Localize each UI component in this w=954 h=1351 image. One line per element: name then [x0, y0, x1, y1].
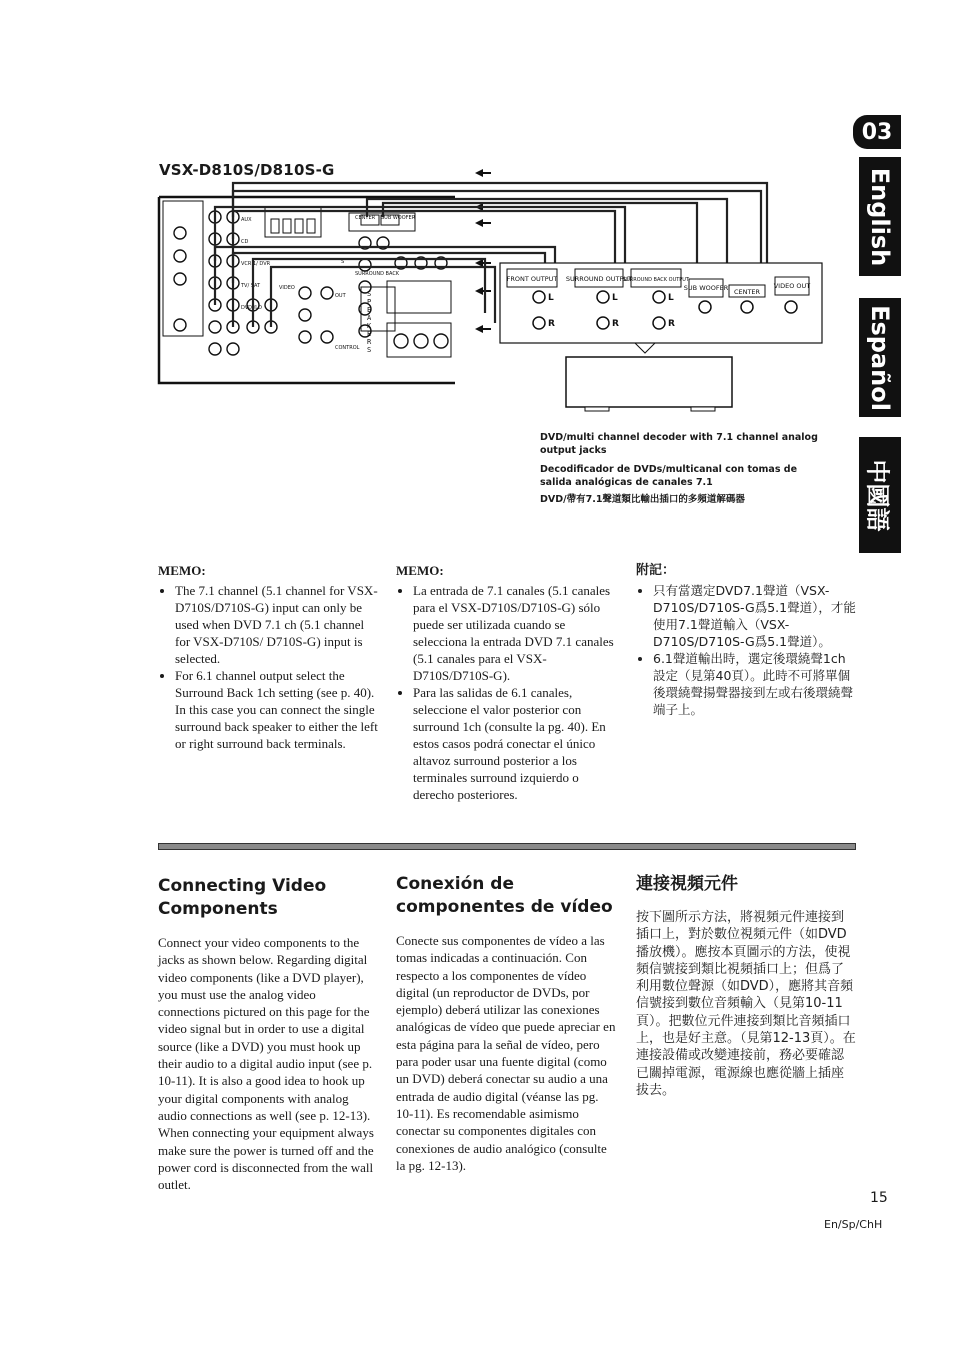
tab-english [859, 157, 901, 276]
memo-item: • 6.1聲道輸出時，選定後環繞聲1ch設定（見第40頁）。此時不可將單個後環繞聲揚聲器接到左或右後環繞聲端子上。 [653, 650, 858, 718]
section-body: 按下圖所示方法，將視頻元件連接到插口上，對於數位視頻元件（如DVD播放機）。應按本頁圖示的方法，使視頻信號接到類比視頻插口上；但爲了利用數位聲源（如DVD），應將其音頻信號接到數位音頻輸入（見第10-11頁）。把數位元件連接到類比音頻插口上，也是好主意。（見第12-13頁）。在連接設備或改變連接前，務必要確認已關掉電源，電源線也應從牆上插座拔去。 [636, 910, 856, 1098]
section-title: 連接視頻元件 [636, 874, 738, 894]
speakers-letter: R [367, 338, 372, 346]
caption-chinese: DVD/帶有7.1聲道類比輸出插口的多頻道解碼器 [540, 494, 745, 505]
tab-espanol [859, 298, 901, 417]
arrow-icon [475, 219, 491, 227]
decoder-foot [585, 407, 609, 411]
arrow-icon [475, 325, 491, 333]
section-title: Connecting Video Components [158, 876, 327, 919]
caption-spanish: Decodificador de DVDs/multicanal con tomas de salida analógicas de canales 7.1 [540, 464, 798, 488]
section-body: Conecte sus componentes de vídeo a las tomas indicadas a continuación. Con respecto a los componentes de vídeo digital (un reproductor de DVDs, por ejemplo) deberá utilizar las conexiones analógicas de vídeo que puede apreciar en esta página para la señal de vídeo, pero para poder usar una fuente digital (como un DVD) deberá conectar su audio a una entrada de audio digital (véanse las pg. 10-11). Es recomendable asimismo conectar su componentes digitales con conexiones de audio analógico (consulte la pg. 12-13). [396, 933, 616, 1173]
subwoofer-output-label: SUB WOOFER [683, 284, 729, 292]
surround-back-r-label: R [668, 319, 675, 329]
model-title: VSX-D810S/D810S-G [159, 161, 335, 179]
memo-item: • Para las salidas de 6.1 canales, seleccione el valor posterior con surround 1ch (consulte la pg. 40). En estos casos podrá conectar el único altavoz surround posterior a los terminales surround izquierdo o derecho posteriores. [413, 684, 618, 803]
connection-diagram [155, 163, 835, 423]
surround-back-output-label: SURROUND BACK OUTPUT [622, 277, 690, 283]
section-english [158, 875, 380, 1193]
memo-item: • For 6.1 channel output select the Surround Back 1ch setting (see p. 40). In this case you can connect the single surround back speaker to either the left or right surround back terminals. [175, 667, 380, 752]
chapter-number-tab: 03 [853, 115, 901, 149]
language-code: En/Sp/ChH [824, 1218, 883, 1231]
section-body: Connect your video components to the jacks as shown below. Regarding digital video components (like a DVD player), you must use the analog video connections pictured on this page for the video signal but in order to use a digital source (like a DVD) you must hook up their audio to a digital audio input (see p. 10-11). It is also a good idea to hook up your digital components with analog audio connections as well (see p. 12-13). When connecting your equipment always make sure the power is turned off and the power cord is disconnected from the wall outlet. [158, 935, 374, 1193]
speakers-letter: E [367, 330, 372, 338]
surround-l-label: L [612, 293, 618, 303]
tab-english-label: English [866, 167, 895, 266]
memo-title: MEMO: [396, 563, 444, 578]
receiver-label-dvd-ld: DVD /LD [241, 305, 262, 311]
receiver-label-subwoofer: SUB WOOFER [381, 215, 416, 221]
tab-chinese-label: 中國語 [863, 459, 892, 531]
front-l-label: L [548, 293, 554, 303]
receiver-label-vcr1: VCR 1/ DVR [241, 261, 271, 267]
speakers-letter: P [367, 298, 372, 306]
decoder-device-body [566, 357, 732, 407]
surround-output-label: SURROUND OUTPUT [565, 275, 633, 283]
memo-chinese [636, 562, 858, 718]
section-title: Conexión de componentes de vídeo [396, 874, 613, 917]
decoder-foot [691, 407, 715, 411]
receiver-label-out: OUT [335, 293, 346, 299]
memo-english [158, 562, 380, 752]
speakers-letter: S [367, 346, 372, 354]
arrow-icon [475, 287, 491, 295]
receiver-label-surround-back: SURROUND BACK [355, 271, 400, 277]
speakers-letter: A [367, 314, 372, 322]
digital-input-block [163, 201, 203, 336]
speakers-letter: S [367, 290, 372, 298]
receiver-label-cd: CD [241, 239, 249, 245]
speakers-vertical-label [367, 290, 372, 354]
surround-r-label: R [612, 319, 619, 329]
receiver-label-aux: AUX [241, 217, 252, 223]
receiver-label-video: VIDEO [279, 285, 295, 291]
tab-espanol-label: Español [866, 304, 895, 411]
front-r-label: R [548, 319, 555, 329]
memo-item: • 只有當選定DVD7.1聲道（VSX-D710S/D710S-G爲5.1聲道），才能使用7.1聲道輸入（VSX-D710S/D710S-G爲5.1聲道）。 [653, 582, 858, 650]
page-number: 15 [870, 1190, 888, 1206]
memo-item: • The 7.1 channel (5.1 channel for VSX-D710S/D710S-G) input can only be used when DVD 7.1 ch (5.1 channel for VSX-D710S/ D710S-G) input is selected. [175, 582, 380, 667]
section-chinese [636, 873, 856, 1099]
memo-spanish [396, 562, 618, 803]
memo-title: 附記： [636, 563, 676, 578]
memo-item: • La entrada de 7.1 canales (5.1 canales para el VSX-D710S/D710S-G) sólo puede ser utilizada cuando se selecciona la entrada DVD 7.1 canales (5.1 canales para el VSX-D710S/D710S-G). [413, 582, 618, 684]
signal-direction-arrows [475, 169, 491, 333]
speakers-letter: E [367, 306, 372, 314]
memo-title: MEMO: [158, 563, 206, 578]
receiver-label-control: CONTROL [335, 345, 360, 351]
tab-chinese [859, 437, 901, 553]
surround-back-l-label: L [668, 293, 674, 303]
center-output-label: CENTER [733, 288, 761, 296]
front-output-label: FRONT OUTPUT [506, 275, 558, 283]
section-divider [158, 843, 856, 850]
section-spanish [396, 873, 618, 1174]
arrow-icon [475, 259, 491, 267]
receiver-label-tv-sat: TV/ SAT [241, 283, 261, 289]
receiver-label-s: S [341, 259, 345, 265]
receiver-label-center: CENTER [355, 215, 376, 221]
arrow-icon [475, 169, 491, 177]
decoder-callout [635, 343, 655, 353]
video-out-label: VIDEO OUT [773, 282, 811, 290]
speakers-letter: K [367, 322, 372, 330]
caption-english: DVD/multi channel decoder with 7.1 channel analog output jacks [540, 432, 818, 456]
